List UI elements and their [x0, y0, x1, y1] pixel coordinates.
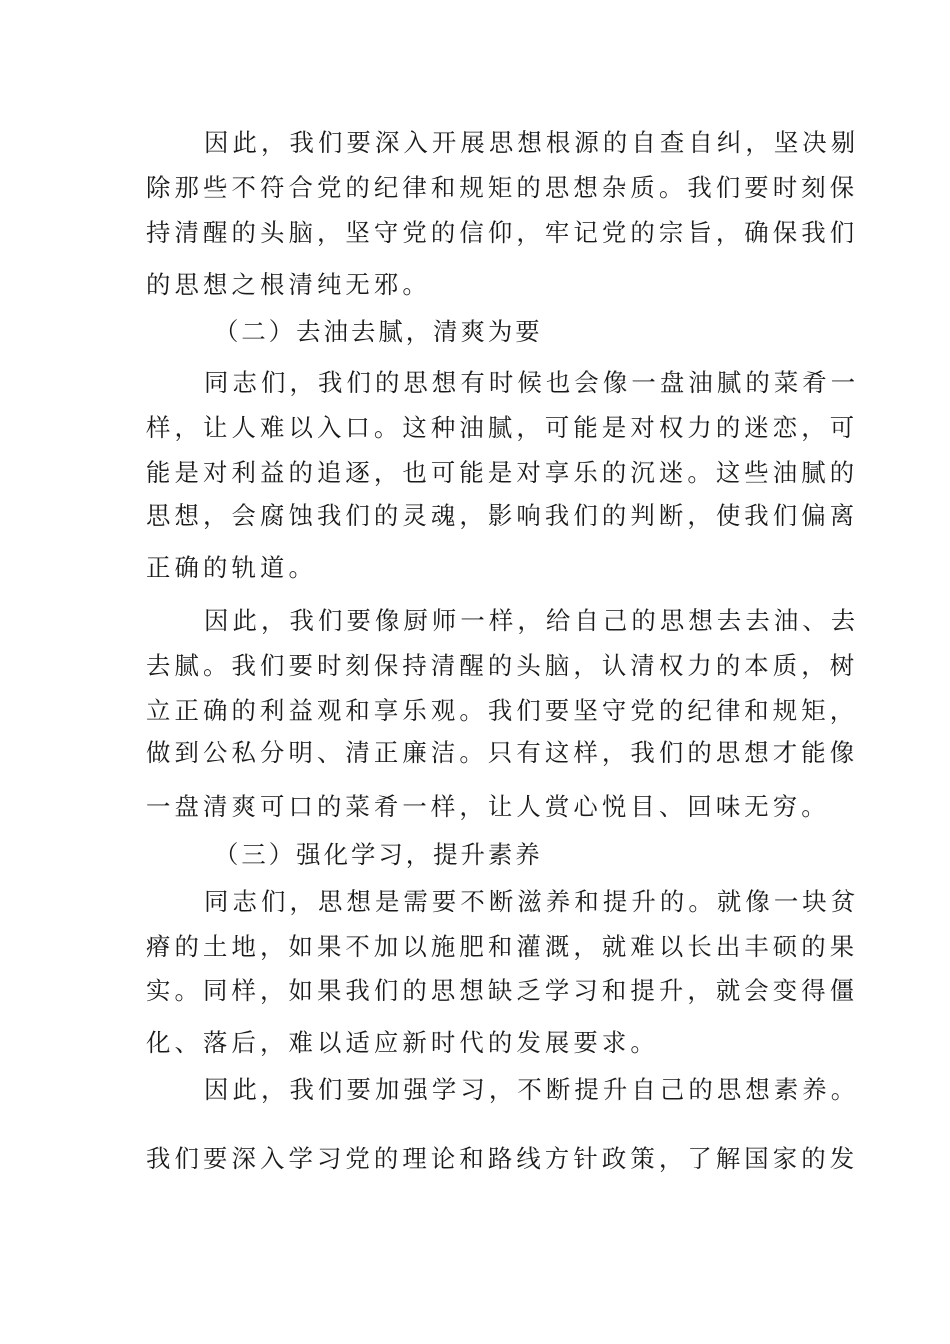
paragraph-line: 持清醒的头脑，坚守党的信仰，牢记党的宗旨，确保我们 [146, 218, 859, 247]
paragraph-line: 同志们，思想是需要不断滋养和提升的。就像一块贫 [204, 887, 860, 916]
paragraph-line: 我们要深入学习党的理论和路线方针政策，了解国家的发 [146, 1144, 859, 1173]
paragraph-line: 思想，会腐蚀我们的灵魂，影响我们的判断，使我们偏离 [146, 501, 859, 530]
paragraph-line: 因此，我们要像厨师一样，给自己的思想去去油、去 [204, 606, 860, 635]
paragraph-line: 一盘清爽可口的菜肴一样，让人赏心悦目、回味无穷。 [146, 792, 830, 821]
section-heading: （三）强化学习，提升素养 [214, 840, 543, 869]
section-heading: （二）去油去腻，清爽为要 [214, 317, 543, 346]
paragraph-line: 去腻。我们要时刻保持清醒的头脑，认清权力的本质，树 [146, 651, 859, 680]
paragraph-line: 样，让人难以入口。这种油腻，可能是对权力的迷恋，可 [146, 413, 859, 442]
paragraph-line: 同志们，我们的思想有时候也会像一盘油腻的菜肴一 [204, 368, 860, 397]
paragraph-line: 除那些不符合党的纪律和规矩的思想杂质。我们要时刻保 [146, 173, 859, 202]
paragraph-line: 的思想之根清纯无邪。 [146, 270, 431, 299]
paragraph-line: 做到公私分明、清正廉洁。只有这样，我们的思想才能像 [146, 738, 859, 767]
paragraph-line: 实。同样，如果我们的思想缺乏学习和提升，就会变得僵 [146, 976, 859, 1005]
paragraph-line: 立正确的利益观和享乐观。我们要坚守党的纪律和规矩， [146, 696, 859, 725]
paragraph-line: 因此，我们要深入开展思想根源的自查自纠，坚决剔 [204, 128, 860, 157]
paragraph-line: 瘠的土地，如果不加以施肥和灌溉，就难以长出丰硕的果 [146, 932, 859, 961]
paragraph-line: 化、落后，难以适应新时代的发展要求。 [146, 1028, 659, 1057]
paragraph-line: 能是对利益的追逐，也可能是对享乐的沉迷。这些油腻的 [146, 458, 859, 487]
paragraph-line: 因此，我们要加强学习，不断提升自己的思想素养。 [204, 1075, 860, 1104]
paragraph-line: 正确的轨道。 [146, 553, 317, 582]
